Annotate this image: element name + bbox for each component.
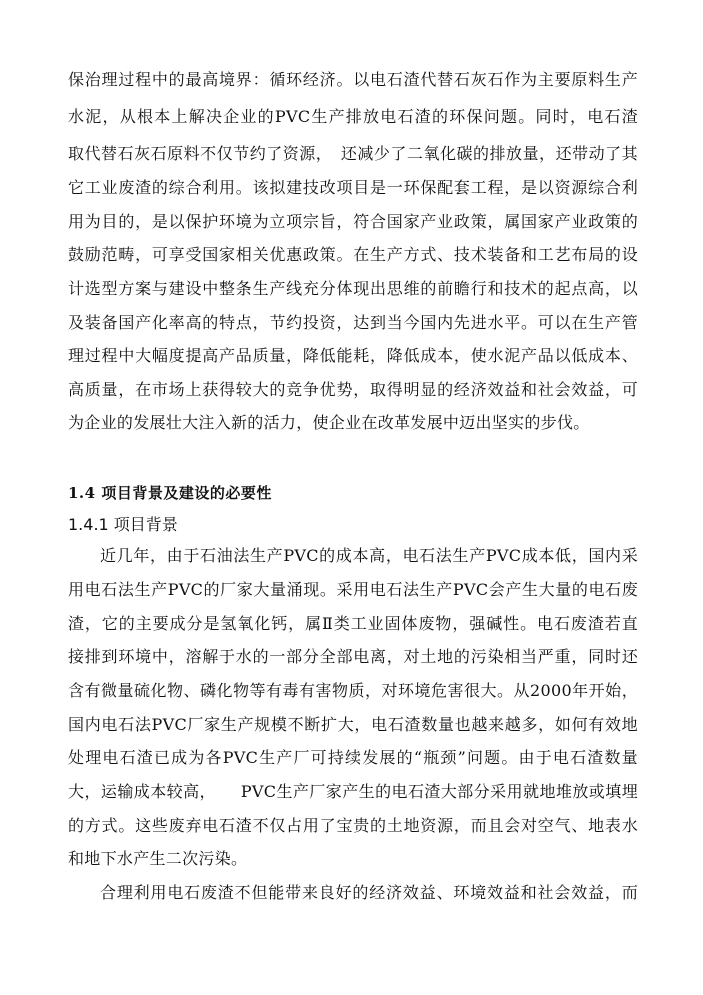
para1-line: 保治理过程中的最高境界：循环经济。以电石渣代替石灰石作为主要原料生产 bbox=[68, 70, 638, 89]
para1-line: 用为目的，是以保护环境为立项宗旨，符合国家产业政策，属国家产业政策的 bbox=[68, 212, 638, 231]
para2-line: 的方式。这些废弃电石渣不仅占用了宝贵的土地资源，而且会对空气、地表水 bbox=[68, 816, 638, 835]
para2-line: 用电石法生产PVC的厂家大量涌现。采用电石法生产PVC会产生大量的电石废 bbox=[68, 580, 638, 599]
para2-line: 接排到环境中，溶解于水的一部分全部电离，对土地的污染相当严重，同时还 bbox=[68, 647, 638, 666]
para1-line: 取代替石灰石原料不仅节约了资源， 还减少了二氧化碳的排放量，还带动了其 bbox=[68, 144, 638, 163]
para1-line: 为企业的发展壮大注入新的活力，使企业在改革发展中迈出坚实的步伐。 bbox=[68, 413, 590, 432]
para2-line: 大，运输成本较高， PVC生产厂家产生的电石渣大部分采用就地堆放或填埋 bbox=[68, 782, 638, 801]
para2-line: 渣，它的主要成分是氢氧化钙，属Ⅱ类工业固体废物，强碱性。电石废渣若直 bbox=[68, 614, 638, 633]
para1-line: 水泥，从根本上解决企业的PVC生产排放电石渣的环保问题。同时，电石渣 bbox=[68, 107, 638, 126]
para3-line: 合理利用电石废渣不但能带来良好的经济效益、环境效益和社会效益，而 bbox=[100, 883, 638, 902]
para2-line: 处理电石渣已成为各PVC生产厂可持续发展的“瓶颈”问题。由于电石渣数量 bbox=[68, 748, 638, 767]
para2-line: 和地下水产生二次污染。 bbox=[68, 849, 248, 868]
para1-line: 及装备国产化率高的特点，节约投资，达到当今国内先进水平。可以在生产管 bbox=[68, 313, 638, 332]
para1-line: 高质量，在市场上获得较大的竞争优势，取得明显的经济效益和社会效益，可 bbox=[68, 380, 638, 399]
para2-line: 近几年，由于石油法生产PVC的成本高，电石法生产PVC成本低，国内采 bbox=[100, 546, 638, 565]
para1-line: 理过程中大幅度提高产品质量，降低能耗，降低成本，使水泥产品以低成本、 bbox=[68, 346, 638, 365]
para2-line: 含有微量硫化物、磷化物等有毒有害物质，对环境危害很大。从2000年开始， bbox=[68, 681, 638, 700]
para1-line: 鼓励范畴，可享受国家相关优惠政策。在生产方式、技术装备和工艺布局的设 bbox=[68, 245, 638, 264]
para1-line: 计选型方案与建设中整条生产线充分体现出思维的前瞻行和技术的起点高，以 bbox=[68, 279, 638, 298]
para2-line: 国内电石法PVC厂家生产规模不断扩大，电石渣数量也越来越多，如何有效地 bbox=[68, 715, 638, 734]
subsection-heading: 1.4.1 项目背景 bbox=[68, 515, 178, 534]
para1-line: 它工业废渣的综合利用。该拟建技改项目是一环保配套工程，是以资源综合利 bbox=[68, 178, 638, 197]
section-heading: 1.4 项目背景及建设的必要性 bbox=[68, 484, 272, 502]
